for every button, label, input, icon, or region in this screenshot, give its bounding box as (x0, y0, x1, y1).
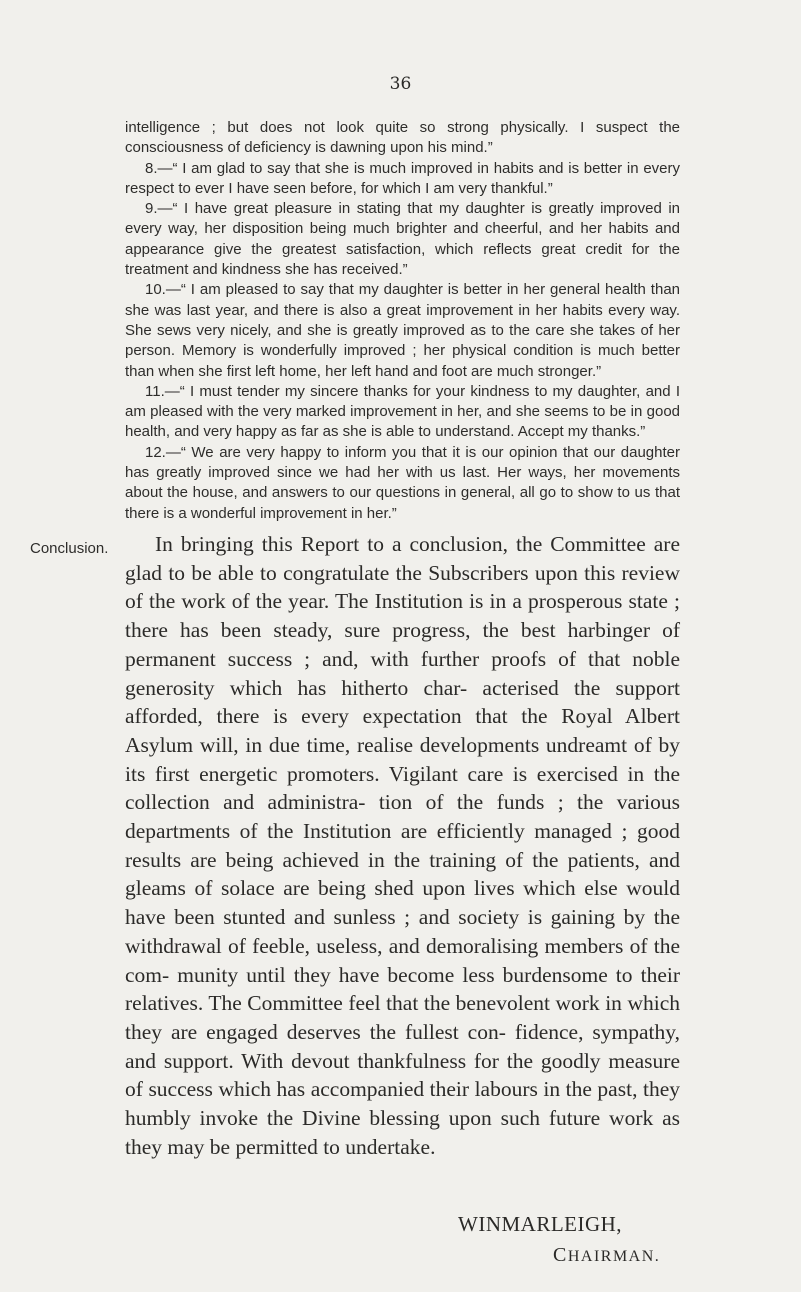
testimonial-12: 12.—“ We are very happy to inform you that it is our opinion that our daughter has greatly improved since we had her with us last. Her ways, her movements about the house, and answers to our questions in general, all go to show to us that there is a wonderful improvement in her.” (125, 443, 680, 522)
margin-note-conclusion: Conclusion. (30, 540, 109, 557)
signatory-title-cap: C (553, 1244, 568, 1266)
conclusion-paragraph: In bringing this Report to a conclusion, the Committee are glad to be able to congratulate the Subscribers upon this review of the work of the year. The Institution is in a prosperous state ; there has been steady, sure progress, the best harbinger of permanent success ; and, with further proofs of that noble generosity which has hitherto char- acterised the support afforded, there is every expectation that the Royal Albert Asylum will, in due time, realise developments undreamt of by its first energetic promoters. Vigilant care is exercised in the collection and administra- tion of the funds ; the various departments of the Institution are efficiently managed ; good results are being achieved in the training of the patients, and gleams of solace are being shed upon lives which else would have been stunted and sunless ; and society is gaining by the withdrawal of feeble, useless, and demoralising members of the com- munity until they have become less burdensome to their relatives. The Committee feel that the benevolent work in which they are engaged deserves the fullest con- fidence, sympathy, and support. With devout thankfulness for the goodly measure of success which has accompanied their labours in the past, they humbly invoke the Divine blessing upon such future work as they may be permitted to undertake. (125, 532, 680, 1159)
testimonial-9: 9.—“ I have great pleasure in stating that my daughter is greatly improved in every way, her disposition being much brighter and cheerful, and her habits and appearance give the greatest satisfaction, which reflects great credit for the treatment and kindness she has received.” (125, 200, 680, 279)
signature: WINMARLEIGH, (458, 1212, 623, 1236)
testimonial-10: 10.—“ I am pleased to say that my daughter is better in her general health than she was last year, and there is also a great improvement in her habits every way. She sews very nicely, and she is greatly improved as to the care she takes of her person. Memory is wonderfully improved ; her physical condition is much better than when she first left home, her left hand and foot are much stronger.” (125, 281, 680, 380)
page-number: 36 (389, 74, 412, 94)
testimonials-block (125, 118, 680, 524)
signatory-title (553, 1244, 660, 1267)
signatory-title-rest: HAIRMAN. (567, 1248, 661, 1265)
testimonial-8: 8.—“ I am glad to say that she is much improved in habits and is better in every respect to ever I have seen before, for which I am very thankful.” (125, 159, 680, 197)
intro-fragment: intelligence ; but does not look quite so strong physically. I suspect the consciousness of deficiency is dawning upon his mind.” (125, 119, 680, 157)
testimonial-11: 11.—“ I must tender my sincere thanks for your kindness to my daughter, and I am pleased with the very marked improvement in her, and she seems to be in good health, and very happy as far as she is able to understand. Accept my thanks.” (125, 382, 680, 441)
